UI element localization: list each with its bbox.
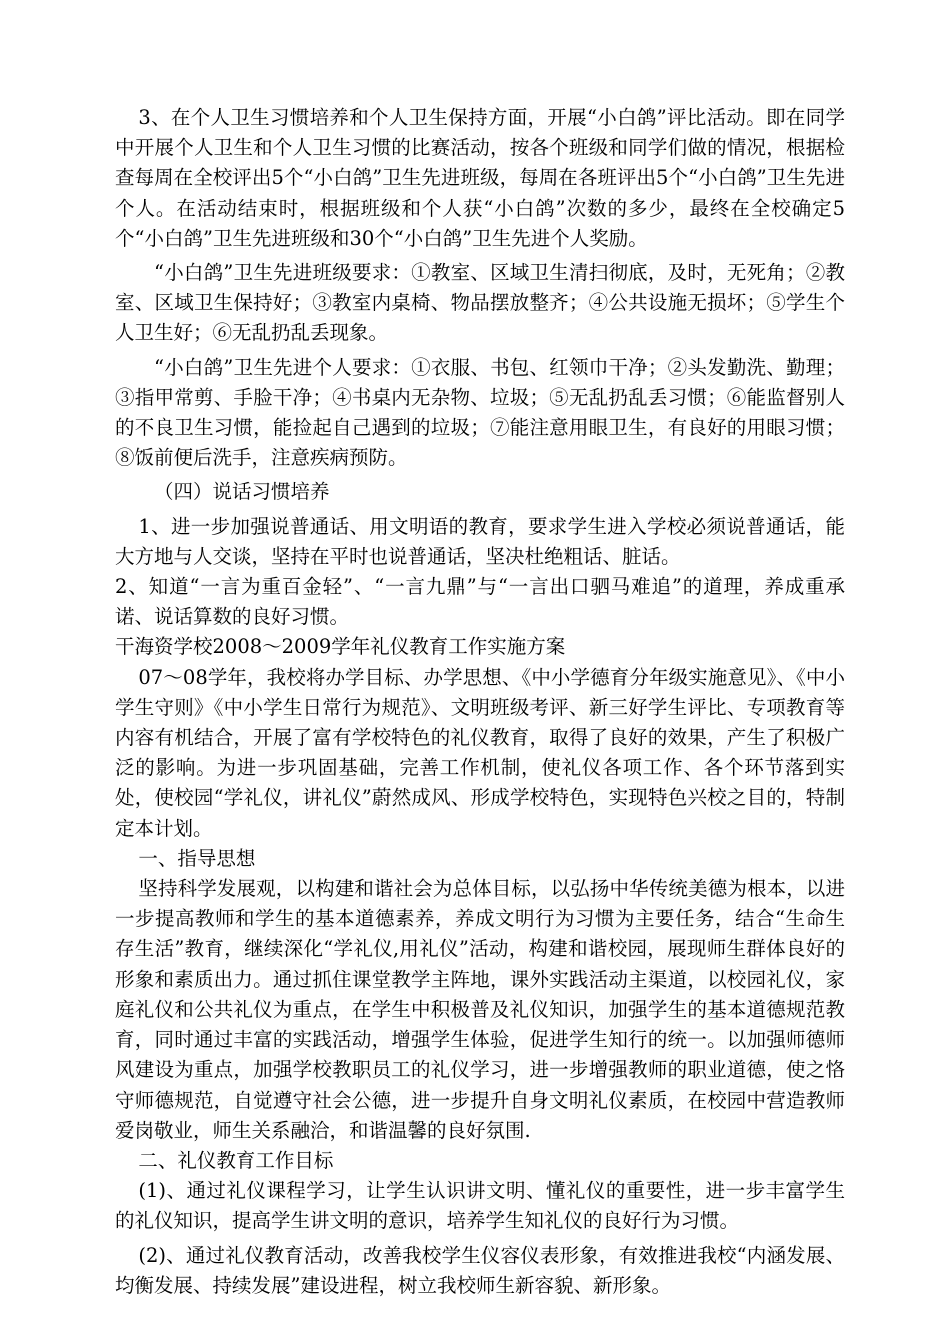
section-heading-speech-habits: （四）说话习惯培养	[154, 480, 330, 504]
document-title: 干海资学校2008～2009学年礼仪教育工作实施方案	[115, 635, 566, 659]
paragraph-individual-requirements: “小白鸽”卫生先进个人要求：①衣服、书包、红领巾干净；②头发勤洗、勤理；③指甲常剪、手脸干净；④书桌内无杂物、垃圾；⑤无乱扔乱丢习惯；⑥能监督别人的不良卫生习惯，能捡起自己遇到的垃圾；⑦能注意用眼卫生，有良好的用眼习惯；⑧饭前便后洗手，注意疾病预防。	[115, 355, 845, 470]
paragraph-hygiene-activity: 3、在个人卫生习惯培养和个人卫生保持方面，开展“小白鸽”评比活动。即在同学中开展个人卫生和个人卫生习惯的比赛活动，按各个班级和同学们做的情况，根据检查每周在全校评出5个“小白鸽”卫生先进班级，每周在各班评出5个“小白鸽”卫生先进个人。在活动结束时，根据班级和个人获“小白鸽”次数的多少，最终在全校确定5个“小白鸽”卫生先进班级和30个“小白鸽”卫生先进个人奖励。	[115, 106, 845, 250]
paragraph-guiding-ideology: 坚持科学发展观，以构建和谐社会为总体目标，以弘扬中华传统美德为根本，以进一步提高教师和学生的基本道德素养，养成文明行为习惯为主要任务，结合“生命生存生活”教育，继续深化“学礼仪,用礼仪”活动，构建和谐校园，展现师生群体良好的形象和素质出力。通过抓住课堂教学主阵地，课外实践活动主渠道，以校园礼仪，家庭礼仪和公共礼仪为重点，在学生中积极普及礼仪知识，加强学生的基本道德规范教育，同时通过丰富的实践活动，增强学生体验，促进学生知行的统一。以加强师德师风建设为重点，加强学校教职员工的礼仪学习，进一步增强教师的职业道德，使之恪守师德规范，自觉遵守社会公德，进一步提升自身文明礼仪素质，在校园中营造教师爱岗敬业，师生关系融洽，和谐温馨的良好氛围.	[115, 877, 845, 1142]
paragraph-class-requirements: “小白鸽”卫生先进班级要求：①教室、区域卫生清扫彻底，及时，无死角；②教室、区域卫生保持好；③教室内桌椅、物品摆放整齐；④公共设施无损坏；⑤学生个人卫生好；⑥无乱扔乱丢现象。	[115, 261, 845, 345]
document-body	[115, 103, 845, 1301]
section-heading-work-goals: 二、礼仪教育工作目标	[138, 1148, 334, 1172]
paragraph-intro: 07～08学年，我校将办学目标、办学思想、《中小学德育分年级实施意见》、《中小学生守则》《中小学生日常行为规范》、文明班级考评、新三好学生评比、专项教育等内容有机结合，开展了富有学校特色的礼仪教育，取得了良好的效果，产生了积极广泛的影响。为进一步巩固基础，完善工作机制，使礼仪各项工作、各个环节落到实处，使校园“学礼仪，讲礼仪”蔚然成风、形成学校特色，实现特色兴校之目的，特制定本计划。	[115, 665, 845, 840]
paragraph-goal-1: (1)、通过礼仪课程学习，让学生认识讲文明、懂礼仪的重要性，进一步丰富学生的礼仪知识，提高学生讲文明的意识，培养学生知礼仪的良好行为习惯。	[115, 1179, 845, 1233]
section-heading-guiding-ideology: 一、指导思想	[138, 846, 256, 870]
paragraph-speech-item-1: 1、进一步加强说普通话、用文明语的教育，要求学生进入学校必须说普通话，能大方地与人交谈，坚持在平时也说普通话，坚决杜绝粗话、脏话。	[115, 514, 845, 568]
paragraph-speech-item-2: 2、知道“一言为重百金轻”、“一言九鼎”与“一言出口驷马难追”的道理，养成重承诺、说话算数的良好习惯。	[115, 575, 845, 629]
paragraph-goal-2: (2)、通过礼仪教育活动，改善我校学生仪容仪表形象，有效推进我校“内涵发展、均衡发展、持续发展”建设进程，树立我校师生新容貌、新形象。	[115, 1243, 845, 1297]
